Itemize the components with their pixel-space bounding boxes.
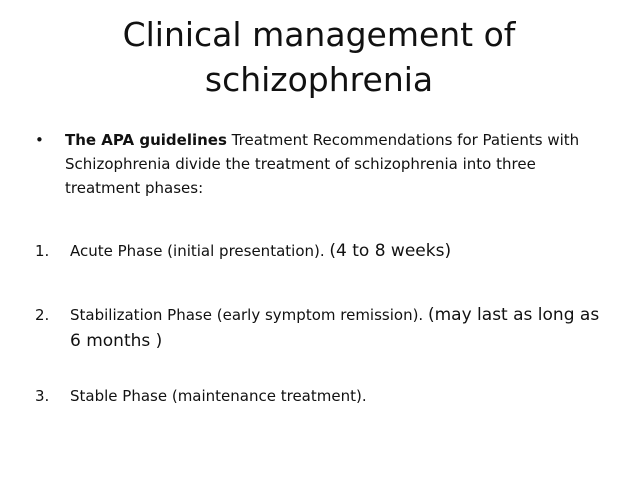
intro-paragraph [35, 128, 610, 200]
list-item-number: 3. [35, 387, 50, 405]
list-item-emphasis: (4 to 8 weeks) [329, 241, 452, 261]
list-item-body: Stable Phase (maintenance treatment). [70, 387, 367, 405]
list-item-text [70, 238, 610, 264]
slide-title [40, 12, 598, 102]
list-item-text [70, 302, 610, 354]
list-item-number: 1. [35, 242, 50, 260]
list-item-body: Acute Phase (initial presentation). [70, 242, 330, 260]
list-item-3 [35, 383, 610, 409]
slide-title-line-1: Clinical management of [122, 15, 516, 54]
intro-text [65, 128, 610, 200]
intro-body-text: Treatment Recommendations for Patients with Schizophrenia divide the treatment of schizophrenia into three treatment phases: [65, 131, 580, 197]
list-item-body: Stabilization Phase (early symptom remission). [70, 306, 428, 324]
list-item-text [70, 383, 610, 409]
list-item-1 [35, 238, 610, 264]
slide-title-line-2: schizophrenia [204, 60, 434, 99]
list-item-emphasis: (may last as long as 6 months ) [70, 305, 600, 351]
bullet-icon: • [35, 131, 44, 149]
list-item-2 [35, 302, 610, 354]
intro-bold-text: The APA guidelines [65, 131, 227, 149]
list-item-number: 2. [35, 306, 50, 324]
